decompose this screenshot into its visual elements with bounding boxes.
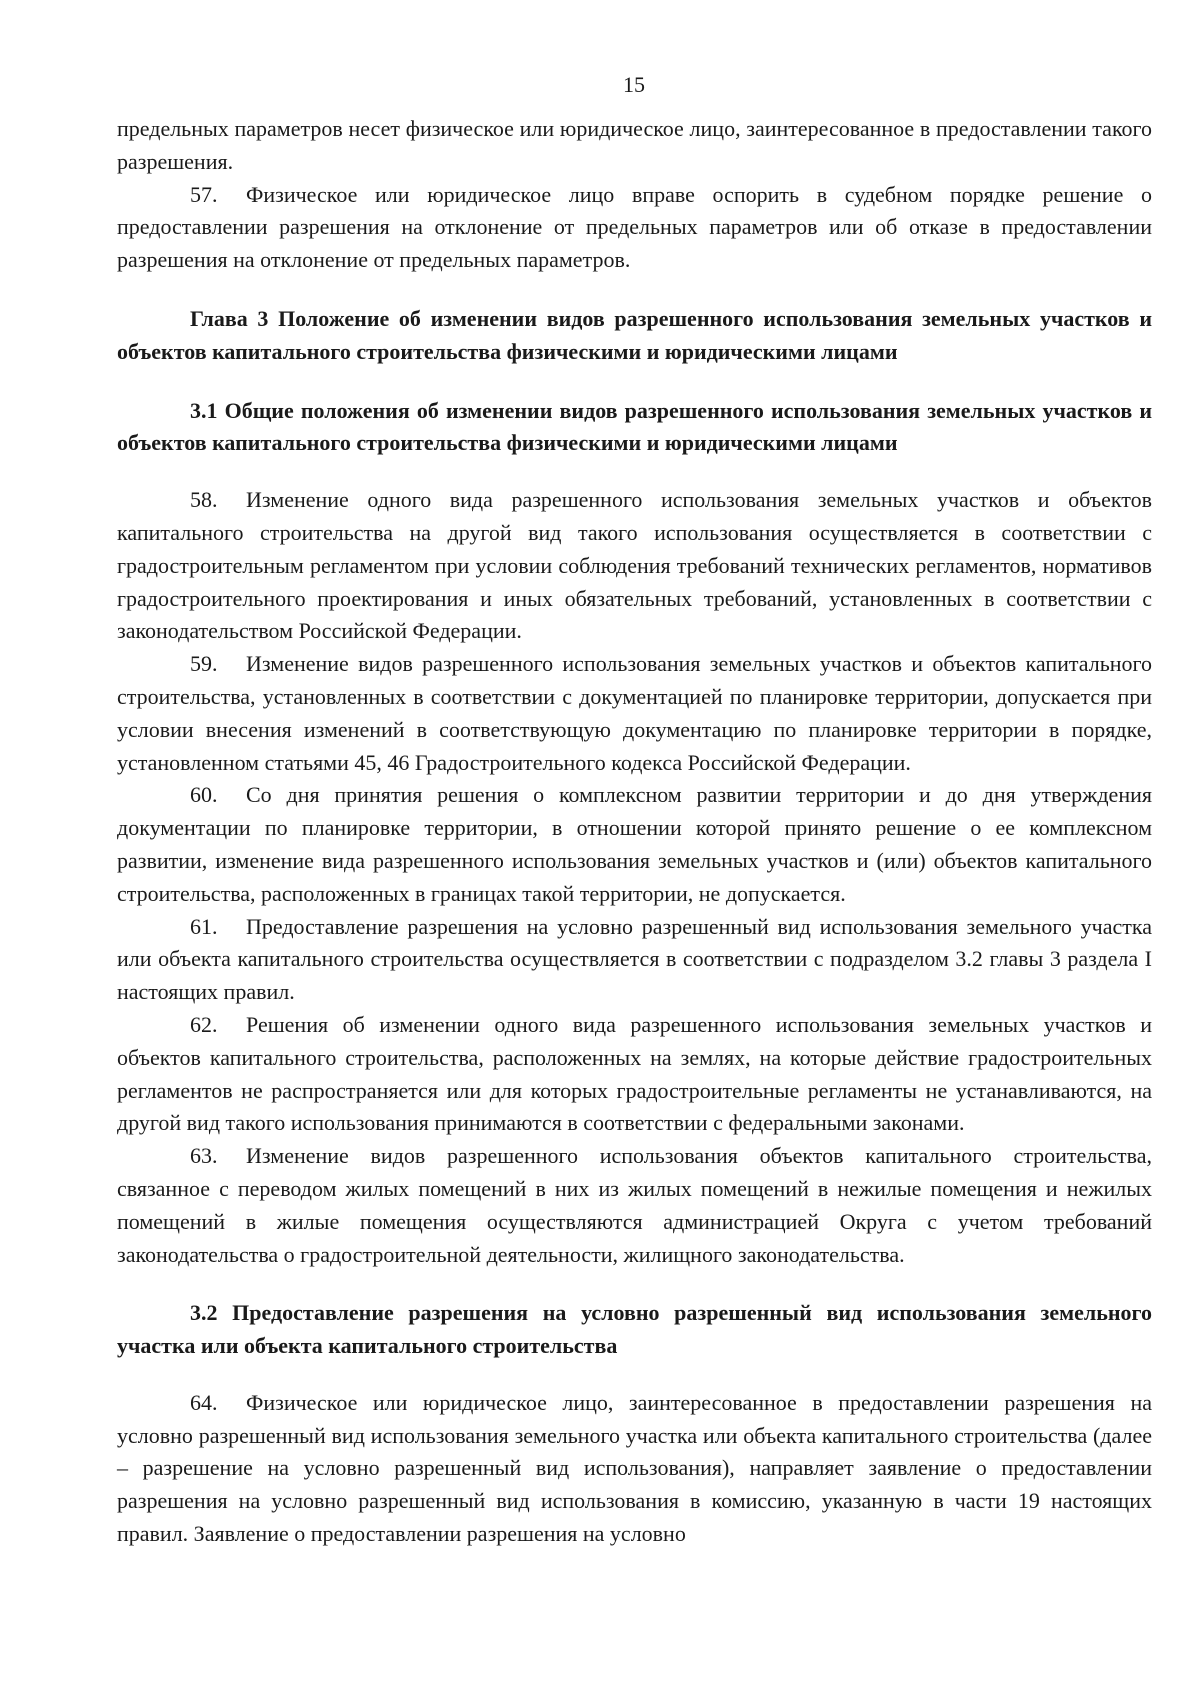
paragraph-text: Физическое или юридическое лицо, заинтересованное в предоставлении разрешения на условно разрешенный вид использования земельного участка или объекта капитального строительства (далее – разрешение на условно разрешенный вид использования), направляет заявление о предоставлении разрешения на условно разрешенный вид использования в комиссию, указанную в части 19 настоящих правил. Заявление о предоставлении разрешения на условно xyxy=(117,1389,1152,1547)
paragraph-number: 57. xyxy=(190,181,218,207)
paragraph xyxy=(117,484,1152,648)
heading-text: Глава 3 Положение об изменении видов разрешенного использования земельных участков и объектов капитального строительства физическими и юридическими лицами xyxy=(117,305,1152,364)
paragraph-number: 61. xyxy=(190,913,218,939)
paragraph-text: Изменение видов разрешенного использования земельных участков и объектов капитального строительства, установленных в соответствии с документацией по планировке территории, допускается при условии внесения изменений в соответствующую документацию по планировке территории в порядке, установленном статьями 45, 46 Градостроительного кодекса Российской Федерации. xyxy=(117,651,1152,775)
paragraph xyxy=(117,911,1152,1009)
paragraph-text: Изменение видов разрешенного использования объектов капитального строительства, связанное с переводом жилых помещений в них из жилых помещений в нежилые помещения и нежилых помещений в жилые помещения осуществляются администрацией Округа с учетом требований законодательства о градостроительной деятельности, жилищного законодательства. xyxy=(117,1143,1152,1267)
paragraph-text: предельных параметров несет физическое или юридическое лицо, заинтересованное в предоставлении такого разрешения. xyxy=(117,116,1152,174)
paragraph-number: 58. xyxy=(190,487,218,513)
paragraph-number: 64. xyxy=(190,1389,218,1415)
paragraph-text: Со дня принятия решения о комплексном развитии территории и до дня утверждения документации по планировке территории, в отношении которой принято решение о ее комплексном развитии, изменение вида разрешенного использования земельных участков и (или) объектов капитального строительства, расположенных в границах такой территории, не допускается. xyxy=(117,782,1152,906)
paragraph xyxy=(117,779,1152,910)
paragraph xyxy=(117,648,1152,779)
page-number: 15 xyxy=(623,72,645,97)
paragraph-number: 59. xyxy=(190,651,218,677)
paragraph-number: 63. xyxy=(190,1143,218,1169)
section-heading xyxy=(117,303,1152,369)
section-heading xyxy=(117,1297,1152,1363)
paragraph xyxy=(117,113,1152,179)
paragraph-text: Изменение одного вида разрешенного использования земельных участков и объектов капитального строительства на другой вид такого использования осуществляется в соответствии с градостроительным регламентом при условии соблюдения требований технических регламентов, нормативов градостроительного проектирования и иных обязательных требований, установленных в соответствии с законодательством Российской Федерации. xyxy=(117,487,1152,644)
paragraph-text: Решения об изменении одного вида разрешенного использования земельных участков и объектов капитального строительства, расположенных на землях, на которые действие градостроительных регламентов не распространяется или для которых градостроительные регламенты не устанавливаются, на другой вид такого использования принимаются в соответствии с федеральными законами. xyxy=(117,1011,1152,1136)
paragraph xyxy=(117,1009,1152,1140)
section-heading xyxy=(117,395,1152,461)
paragraph-number: 62. xyxy=(190,1011,218,1037)
document-body xyxy=(117,113,1152,1551)
heading-text: 3.1 Общие положения об изменении видов разрешенного использования земельных участков и объектов капитального строительства физическими и юридическими лицами xyxy=(117,397,1152,456)
paragraph-number: 60. xyxy=(190,782,218,808)
paragraph xyxy=(117,1140,1152,1271)
paragraph-text: Предоставление разрешения на условно разрешенный вид использования земельного участка или объекта капитального строительства осуществляется в соответствии с подразделом 3.2 главы 3 раздела I настоящих правил. xyxy=(117,913,1152,1005)
heading-text: 3.2 Предоставление разрешения на условно разрешенный вид использования земельного участка или объекта капитального строительства xyxy=(117,1300,1152,1359)
paragraph xyxy=(117,1387,1152,1551)
paragraph-text: Физическое или юридическое лицо вправе оспорить в судебном порядке решение о предоставлении разрешения на отклонение от предельных параметров или об отказе в предоставлении разрешения на отклонение от предельных параметров. xyxy=(117,181,1152,273)
paragraph xyxy=(117,179,1152,277)
